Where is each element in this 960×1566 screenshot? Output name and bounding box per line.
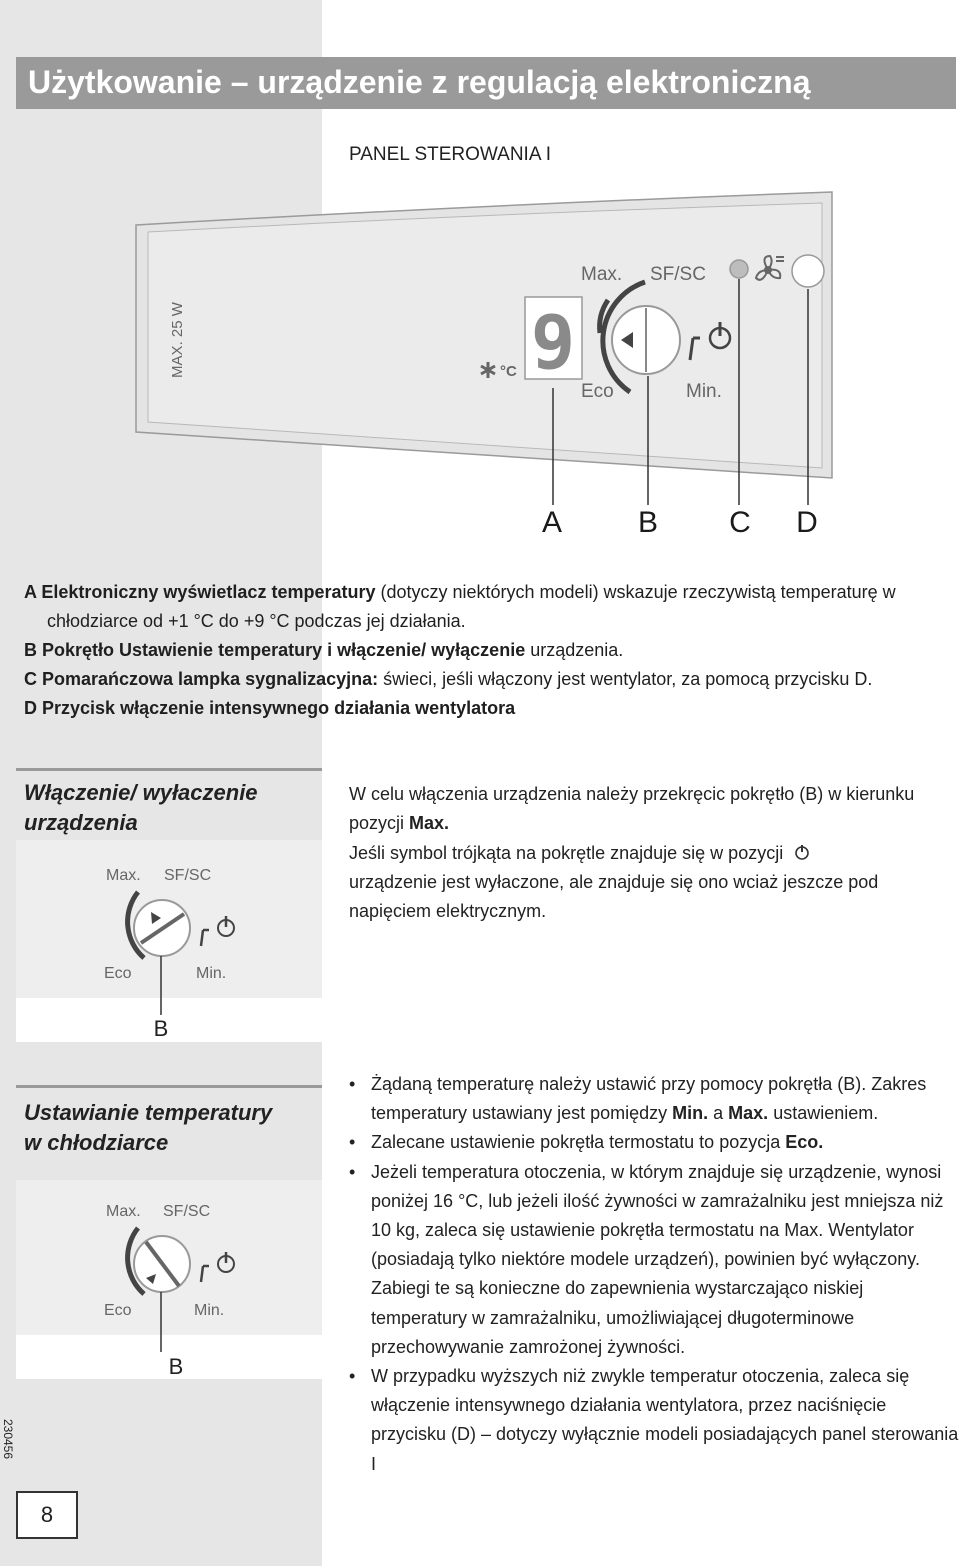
callout-d: D [796,506,818,539]
dial-eco-label: Eco [581,381,614,402]
temp-callout-b: B [168,1354,184,1379]
svg-text:Min.: Min. [196,965,227,982]
temp-dial-diagram [16,1180,322,1385]
callout-c: C [729,506,751,539]
bullet-item: • Jeżeli temperatura otoczenia, w którym znajduje się urządzenie, wynosi poniżej 16 °C, lub jeżeli ilość żywności w zamrażalniku jest mniejsza niż 10 kg, zaleca się ustawienie pokrętła termostatu na Max. Wentylator (posiadają tylko niektóre modele urządzeń), powinien być wyłączony. Zabiegi te są konieczne do zapewnienia wystarczająco niskiej temperatury w zamrażalniku, umożliwiającej długoterminowe przechowywanie zamrożonej żywności. [349,1158,959,1362]
bullet-item: • Żądaną temperaturę należy ustawić przy pomocy pokrętła (B). Zakres temperatury ustawiany jest pomiędzy Min. a Max. ustawieniem. [349,1070,959,1128]
page-number: 8 [16,1491,78,1539]
svg-text:Max.: Max. [106,1203,141,1220]
section-rule [16,768,322,771]
deg-label: °C [500,363,517,380]
svg-text:Max.: Max. [106,867,141,884]
panel-heading: PANEL STEROWANIA I [349,144,552,165]
callout-b: B [637,506,659,539]
callout-a: A [541,506,563,539]
legend-item-d: D Przycisk włączenie intensywnego działania wentylatora [24,698,516,718]
svg-text:Eco: Eco [104,1302,132,1319]
dial-min-label: Min. [686,381,722,402]
legend [24,578,949,723]
power-icon [201,1252,234,1282]
temp-heading: Ustawianie temperatury w chłodziarce [24,1100,273,1155]
power-icon [793,843,811,861]
max-watt-label: MAX. 25 W [169,302,186,378]
legend-item-b: B Pokrętło Ustawienie temperatury i włączenie/ wyłączenie urządzenia. [24,640,624,660]
display-digit: 9 [530,300,576,386]
indicator-lamp [730,260,748,278]
doc-code: 230456 [1,1418,15,1460]
title-bar [16,57,956,109]
dial-max-label: Max. [581,264,623,285]
bullet-item: • W przypadku wyższych niż zwykle temperatur otoczenia, zaleca się włączenie intensywnego działania wentylatora, przez naciśnięcie przycisku (D) – dotyczy wyłącznie modeli posiadających panel sterowania I [349,1362,959,1479]
temp-bullets [349,1070,959,1479]
dial-sfsc-label: SF/SC [650,264,706,285]
onoff-dial-diagram [16,840,322,1045]
intensive-button [792,255,824,287]
svg-text:SF/SC: SF/SC [163,1203,211,1220]
legend-item-a: A Elektroniczny wyświetlacz temperatury (dotyczy niektórych modeli) wskazuje rzeczywistą temperaturę w chłodziarce od +1 °C do +9 °C podczas jej działania. [24,582,896,631]
section-rule [16,1085,322,1088]
legend-item-c: C Pomarańczowa lampka sygnalizacyjna: świeci, jeśli włączony jest wentylator, za pomocą przycisku D. [24,669,873,689]
bullet-item: • Zalecane ustawienie pokrętła termostatu to pozycja Eco. [349,1128,959,1157]
onoff-heading: Włączenie/ wyłaczenie urządzenia [24,780,258,835]
onoff-callout-b: B [153,1016,169,1041]
svg-text:Eco: Eco [104,965,132,982]
control-panel-diagram [0,190,960,560]
onoff-text: W celu włączenia urządzenia należy przekręcic pokrętło (B) w kierunku pozycji Max. Jeśli symbol trójkąta na pokrętle znajduje się w pozycji urządzenie jest wyłaczone, ale znajduje się ono wciaż jeszcze pod napięciem elektrycznym. [349,784,915,922]
page-title: Użytkowanie – urządzenie z regulacją elektroniczną [28,64,811,100]
power-icon [201,916,234,946]
svg-text:SF/SC: SF/SC [164,867,212,884]
svg-text:Min.: Min. [194,1302,225,1319]
